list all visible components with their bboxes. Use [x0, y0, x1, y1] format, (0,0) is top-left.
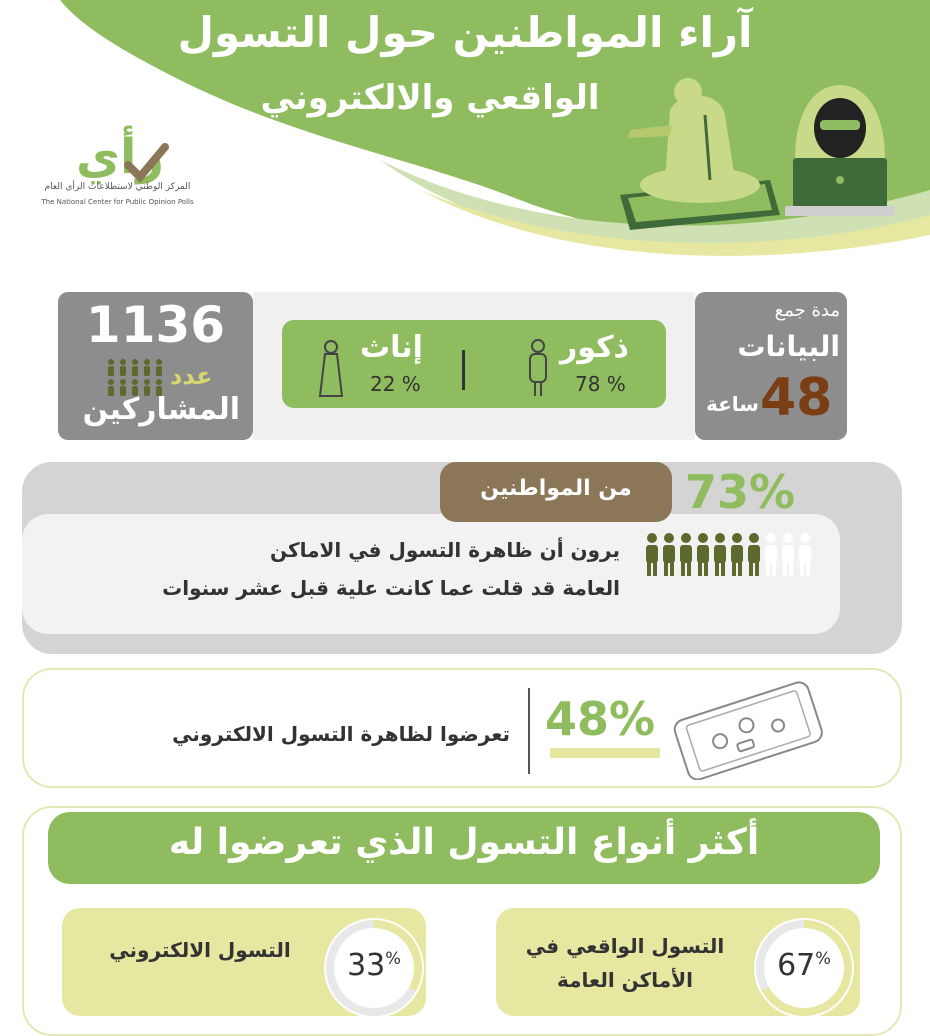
logo-caption-arabic: المركز الوطني لاستطلاعات الرأي العام: [44, 182, 191, 192]
person-icon: [748, 533, 760, 576]
people-ratio-icon: [640, 530, 820, 580]
decline-percentage: 73%: [685, 465, 796, 519]
person-icon: [680, 533, 692, 576]
participants-count: 1136: [85, 296, 226, 354]
person-icon: [782, 533, 794, 576]
duration-value: 48: [760, 368, 833, 428]
type-electronic-label: التسول الالكتروني: [109, 938, 291, 962]
citizens-pill-label: من المواطنين: [480, 476, 632, 501]
person-icon: [765, 533, 777, 576]
types-title: أكثر أنواع التسول الذي تعرضوا له: [168, 822, 760, 863]
duration-unit: ساعة: [706, 392, 759, 416]
person-icon: [646, 533, 658, 576]
type-physical-label-line2: الأماكن العامة: [557, 968, 693, 992]
male-icon: [525, 338, 551, 398]
type-physical-percentage: 67%: [777, 948, 831, 983]
beggar-illustration-icon: [610, 70, 790, 235]
smartphone-icon: [668, 680, 828, 780]
female-icon: [316, 338, 346, 400]
page-title-line2: الواقعي والالكتروني: [260, 78, 600, 118]
electronic-pct-underline: [550, 748, 660, 758]
male-percentage: 78 %: [575, 372, 626, 396]
electronic-percentage: 48%: [545, 692, 656, 746]
gender-divider: [462, 350, 465, 390]
type-physical-label-line1: التسول الواقعي في: [525, 934, 725, 958]
female-percentage: 22 %: [370, 372, 421, 396]
male-label: ذكور: [560, 330, 629, 365]
page-title-line1: آراء المواطنين حول التسول: [177, 8, 753, 57]
participants-label-line1: عدد: [170, 362, 213, 390]
person-icon: [663, 533, 675, 576]
duration-label-line1: مدة جمع: [774, 300, 840, 321]
logo-caption-english: The National Center for Public Opinion Polls: [41, 198, 194, 206]
person-icon: [799, 533, 811, 576]
logo-text: رأي: [75, 129, 165, 185]
hacker-laptop-illustration-icon: [785, 80, 895, 220]
female-label: إناث: [360, 330, 423, 365]
participants-label-line2: المشاركين: [82, 392, 240, 427]
duration-label-line2: البيانات: [737, 330, 840, 363]
electronic-stat-text: تعرضوا لظاهرة التسول الالكتروني: [172, 722, 510, 746]
electronic-stat-divider: [528, 688, 530, 774]
type-electronic-percentage: 33%: [347, 948, 401, 983]
person-icon: [714, 533, 726, 576]
decline-text-line1: يرون أن ظاهرة التسول في الاماكن: [269, 538, 620, 562]
person-icon: [731, 533, 743, 576]
person-icon: [697, 533, 709, 576]
decline-text-line2: العامة قد قلت عما كانت علية قبل عشر سنوات: [162, 576, 620, 600]
